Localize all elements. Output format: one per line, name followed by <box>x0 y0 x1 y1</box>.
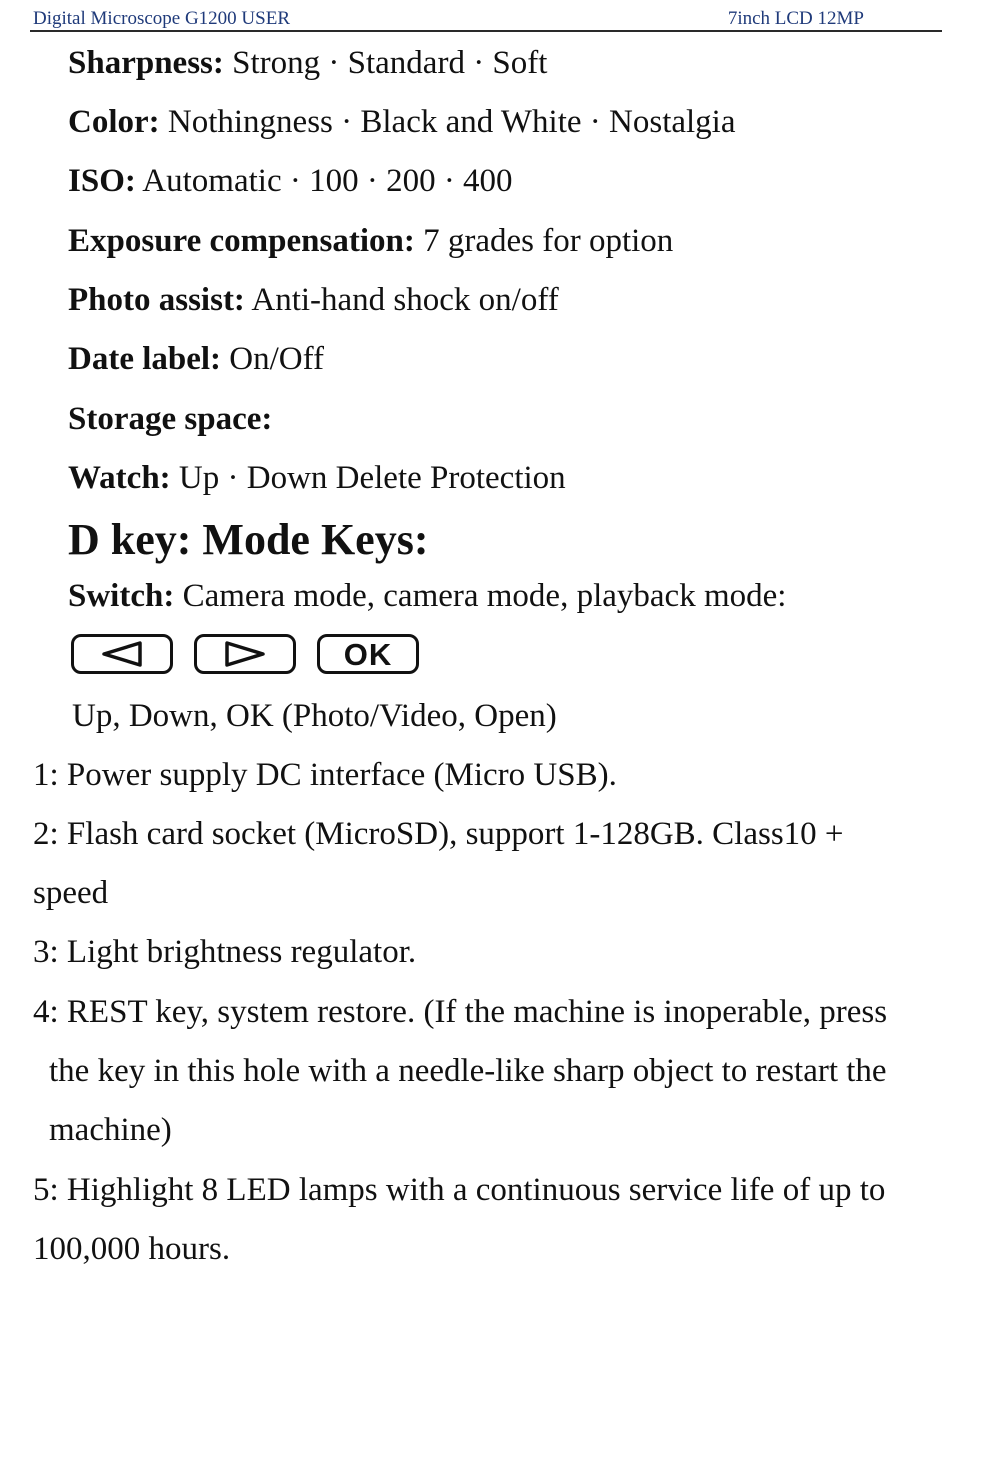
setting-value: Nothingness · Black and White · Nostalgia <box>159 104 736 140</box>
down-key <box>194 634 296 674</box>
ok-key-label: OK <box>343 636 393 672</box>
list-item: 100,000 hours. <box>33 1231 231 1267</box>
setting-iso <box>68 165 513 198</box>
setting-label: Color: <box>68 104 160 140</box>
setting-exposure <box>68 225 673 258</box>
setting-value: Automatic · 100 · 200 · 400 <box>135 163 513 199</box>
list-item: 2: Flash card socket (MicroSD), support 1-128GB. Class10 + <box>33 816 844 852</box>
list-item: 5: Highlight 8 LED lamps with a continuous service life of up to <box>33 1172 886 1208</box>
setting-value: On/Off <box>221 341 325 377</box>
switch-value: Camera mode, camera mode, playback mode: <box>174 578 787 614</box>
left-triangle-icon <box>100 640 144 668</box>
setting-label: Watch: <box>68 460 171 496</box>
switch-label: Switch: <box>68 578 175 614</box>
setting-value: 7 grades for option <box>414 223 674 259</box>
header-title: Digital Microscope G1200 USER <box>33 8 291 29</box>
list-item: 3: Light brightness regulator. <box>33 934 417 970</box>
setting-label: Sharpness: <box>68 45 224 81</box>
section-title: D key: Mode Keys: <box>68 515 429 564</box>
list-item: speed <box>33 875 109 911</box>
setting-watch <box>68 462 566 495</box>
setting-label: Photo assist: <box>68 282 245 318</box>
setting-photo-assist <box>68 284 559 317</box>
up-key <box>71 634 173 674</box>
setting-value: Anti-hand shock on/off <box>244 282 559 318</box>
list-item: 1: Power supply DC interface (Micro USB). <box>33 757 617 793</box>
list-item: 4: REST key, system restore. (If the machine is inoperable, press <box>33 994 888 1030</box>
setting-date-label <box>68 343 324 376</box>
list-item: machine) <box>49 1112 172 1148</box>
setting-label: ISO: <box>68 163 136 199</box>
page-header <box>30 4 942 32</box>
setting-sharpness <box>68 47 547 80</box>
setting-value: Up · Down Delete Protection <box>170 460 566 496</box>
setting-label: Date label: <box>68 341 222 377</box>
list-item: the key in this hole with a needle-like sharp object to restart the <box>49 1053 887 1089</box>
setting-label: Exposure compensation: <box>68 223 415 259</box>
keys-caption: Up, Down, OK (Photo/Video, Open) <box>72 698 557 734</box>
header-model: 7inch LCD 12MP <box>727 8 864 29</box>
setting-value: Strong · Standard · Soft <box>223 45 548 81</box>
setting-color <box>68 106 736 139</box>
setting-storage <box>68 403 272 436</box>
setting-label: Storage space: <box>68 401 273 437</box>
ok-key <box>317 634 419 674</box>
right-triangle-icon <box>223 640 267 668</box>
switch-line <box>68 580 786 613</box>
